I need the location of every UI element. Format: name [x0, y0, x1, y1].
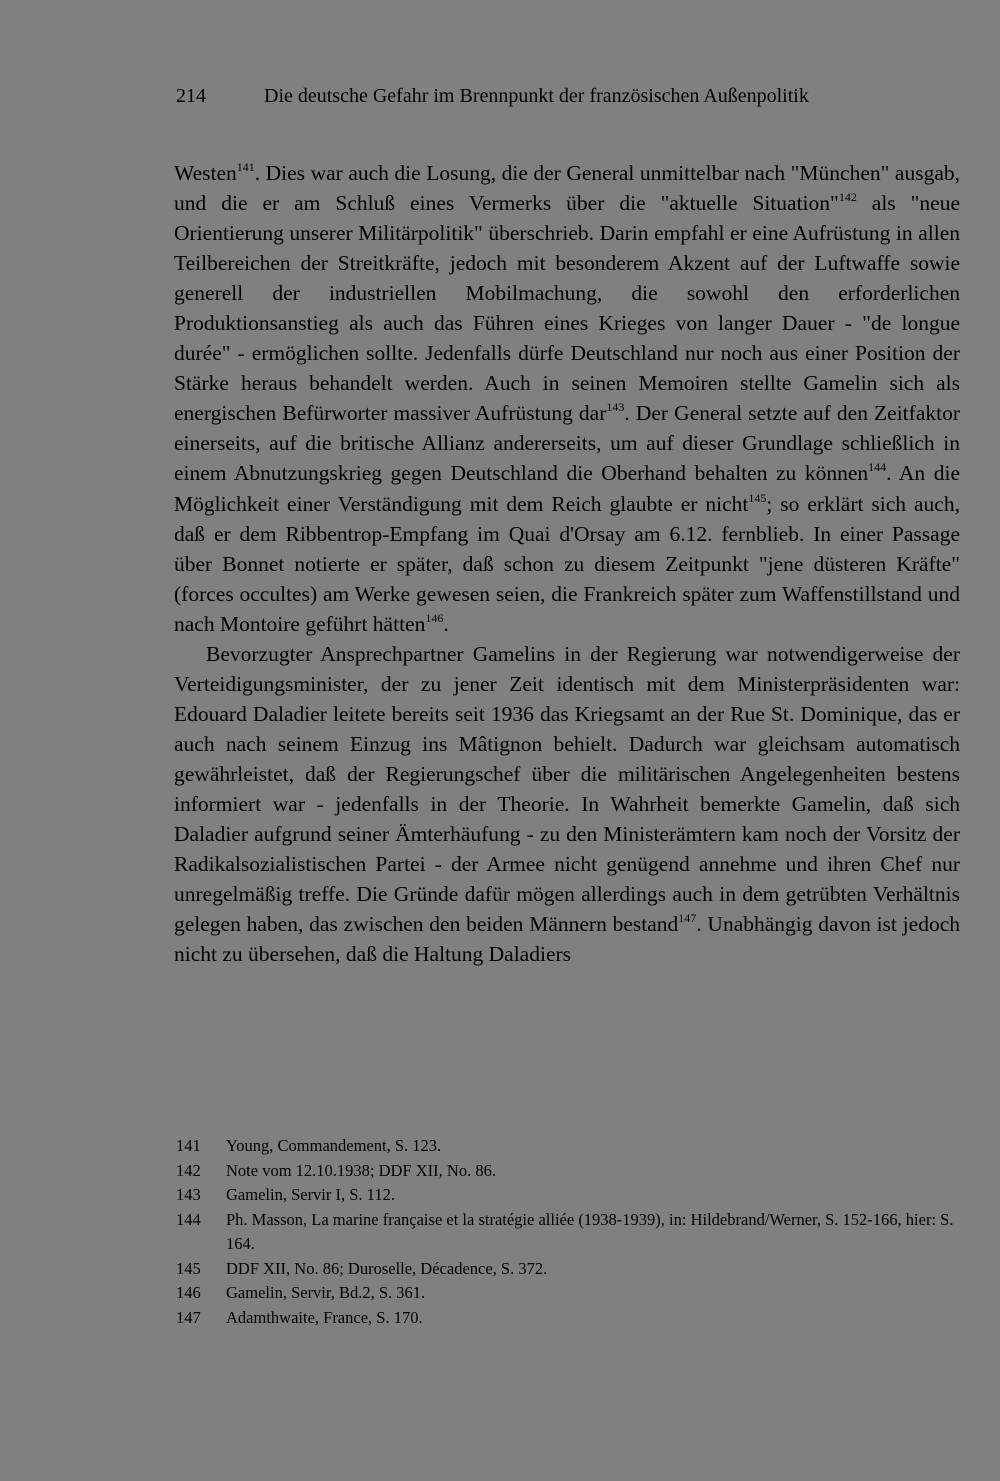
text-run: . Unabhängig davon ist jedoch nicht zu übersehen, daß die Haltung Daladiers — [174, 912, 960, 967]
paragraph — [174, 639, 960, 970]
paragraph — [174, 158, 960, 639]
text-run: . Der General setzte auf den Zeitfaktor einerseits, auf die britische Allianz andererseits, um auf dieser Grundlage schließlich in einem Abnutzungskrieg gegen Deutschland die Oberhand behalten zu können — [174, 401, 960, 486]
footnote-text: Note vom 12.10.1938; DDF XII, No. 86. — [226, 1160, 496, 1180]
text-run: Westen — [174, 161, 237, 185]
main-text — [174, 158, 960, 969]
footnote-marker: 144 — [868, 460, 887, 475]
footnote-marker: 146 — [425, 610, 444, 625]
footnote-marker: 145 — [748, 490, 767, 505]
footnote-marker: 142 — [838, 190, 857, 205]
footnote-number: 145 — [176, 1258, 201, 1278]
footnote-text: Young, Commandement, S. 123. — [226, 1136, 442, 1155]
text-run: . — [443, 611, 449, 636]
footnote-text: Ph. Masson, La marine française et la stratégie alliée (1938-1939), in: Hildebrand/Werner, S. 152-166, hier: S. 164. — [226, 1209, 954, 1253]
footnote-text: Adamthwaite, France, S. 170. — [226, 1307, 423, 1327]
footnotes — [176, 1134, 960, 1330]
footnote — [176, 1281, 960, 1306]
running-title: Die deutsche Gefahr im Brennpunkt der französischen Außenpolitik — [264, 85, 809, 107]
footnote — [176, 1208, 960, 1257]
footnote-number: 143 — [176, 1185, 201, 1204]
text-run: Bevorzugter Ansprechpartner Gamelins in der Regierung war notwendigerweise der Verteidigungsminister, der zu jener Zeit identisch mit dem Ministerpräsidenten war: Edouard Daladier leitete bereits seit 1936 das Kriegsamt an der Rue St. Dominique, das er auch nach seinem Einzug ins Mâtignon behielt. Dadurch war gleichsam automatisch gewährleistet, daß der Regierungschef über die militärischen Angelegenheiten bestens informiert war - jedenfalls in der Theorie. In Wahrheit bemerkte Gamelin, daß sich Daladier aufgrund seiner Ämterhäufung - zu den Ministerämtern kam noch der Vorsitz der Radikalsozialistischen Partei - der Armee nicht genügend annehme und ihren Chef nur unregelmäßig treffe. Die Gründe dafür mögen allerdings auch in dem getrübten Verhältnis gelegen haben, das zwischen den beiden Männern bestand — [174, 641, 960, 937]
footnote — [176, 1257, 960, 1282]
footnote — [176, 1134, 960, 1159]
footnote-marker: 147 — [678, 911, 697, 926]
text-run: . An die Möglichkeit einer Verständigung mit dem Reich glaubte er nicht — [174, 461, 961, 516]
footnote-number: 142 — [176, 1160, 201, 1180]
footnote-number: 141 — [176, 1136, 201, 1155]
footnote-text: Gamelin, Servir, Bd.2, S. 361. — [226, 1283, 426, 1302]
footnote — [176, 1159, 960, 1184]
text-run: . Dies war auch die Losung, die der General unmittelbar nach "München" ausgab, und die er am Schluß eines Vermerks über die "aktuelle Situation" — [174, 161, 960, 216]
footnote-number: 144 — [176, 1209, 201, 1229]
text-run: als "neue Orientierung unserer Militärpolitik" überschrieb. Darin empfahl er eine Aufrüstung in allen Teilbereichen der Streitkräfte, jedoch mit besonderem Akzent auf der Luftwaffe sowie generell der industriellen Mobilmachung, die sowohl den erforderlichen Produktionsanstieg als auch das Führen eines Krieges von langer Dauer - "de longue durée" - ermöglichen sollte. Jedenfalls dürfe Deutschland nur noch aus einer Position der Stärke heraus behandelt werden. Auch in seinen Memoiren stellte Gamelin sich als energischen Befürworter massiver Aufrüstung dar — [174, 191, 960, 426]
footnote-text: DDF XII, No. 86; Duroselle, Décadence, S. 372. — [226, 1258, 548, 1278]
footnote-marker: 143 — [606, 400, 625, 415]
footnote — [176, 1183, 960, 1208]
running-header — [176, 82, 936, 110]
footnote-marker: 141 — [236, 160, 255, 174]
footnote-text: Gamelin, Servir I, S. 112. — [226, 1185, 395, 1204]
footnote — [176, 1306, 960, 1331]
text-run: ; so erklärt sich auch, daß er dem Ribbentrop-Empfang im Quai d'Orsay am 6.12. fernblieb. In einer Passage über Bonnet notierte er später, daß schon zu diesem Zeitpunkt "jene düsteren Kräfte" (forces occultes) am Werke gewesen seien, die Frankreich später zum Waffenstillstand und nach Montoire geführt hätten — [174, 491, 960, 636]
footnote-number: 146 — [176, 1283, 201, 1302]
footnote-number: 147 — [176, 1307, 201, 1327]
page-number: 214 — [176, 85, 206, 107]
